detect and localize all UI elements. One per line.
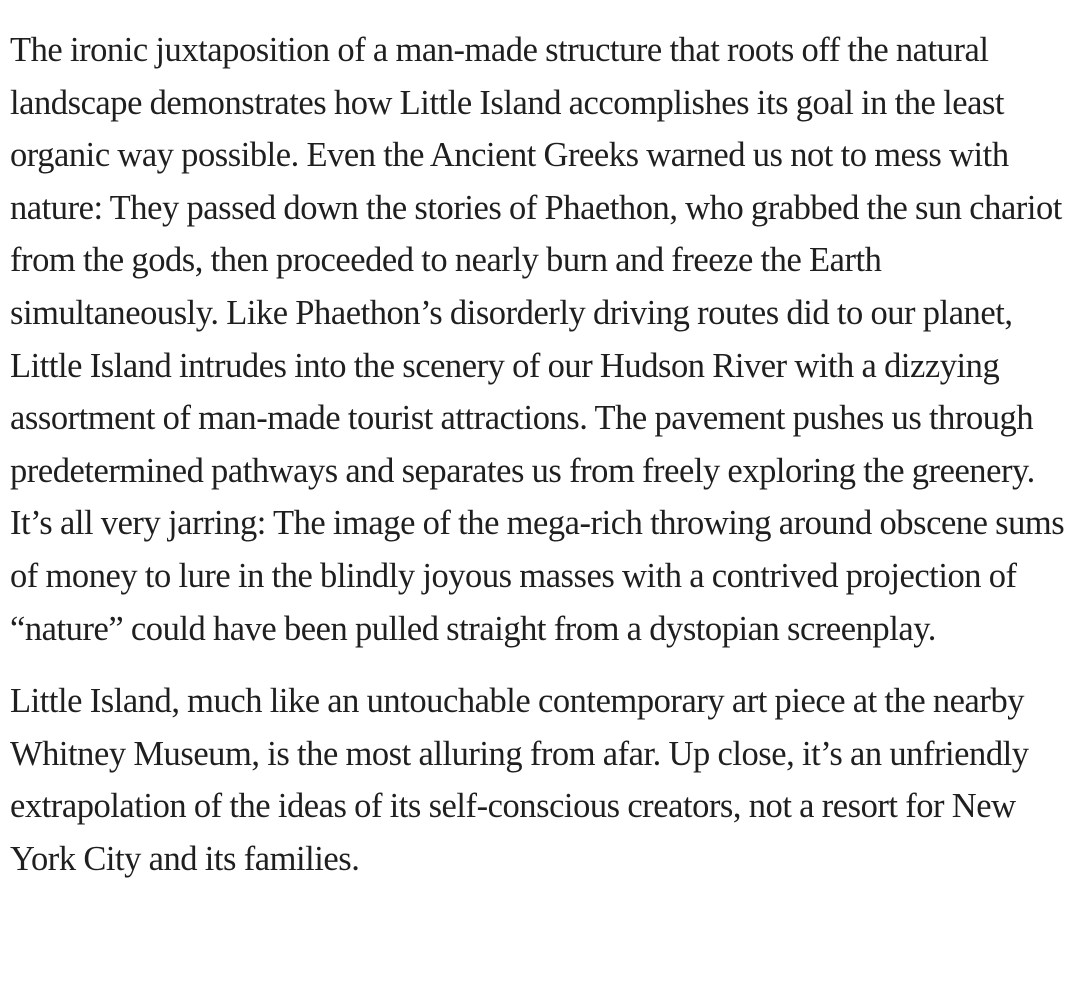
article-paragraph-2: Little Island, much like an untouchable contemporary art piece at the nearby Whitney Museum, is the most alluring from afar. Up close, it’s an unfriendly extrapolation of the ideas of its self-conscious creators, not a resort for New York City and its families. [10, 682, 1029, 878]
article-paragraph-1: The ironic juxtaposition of a man-made structure that roots off the natural landscape demonstrates how Little Island accomplishes its goal in the least organic way possible. Even the Ancient Greeks warned us not to mess with nature: They passed down the stories of Phaethon, who grabbed the sun chariot from the gods, then proceeded to nearly burn and freeze the Earth simultaneously. Like Phaethon’s disorderly driving routes did to our planet, Little Island intrudes into the scenery of our Hudson River with a dizzying assortment of man-made tourist attractions. The pavement pushes us through predetermined pathways and separates us from freely exploring the greenery. It’s all very jarring: The image of the mega-rich throwing around obscene sums of money to lure in the blindly joyous masses with a contrived projection of “nature” could have been pulled straight from a dystopian screenplay. [10, 31, 1065, 648]
